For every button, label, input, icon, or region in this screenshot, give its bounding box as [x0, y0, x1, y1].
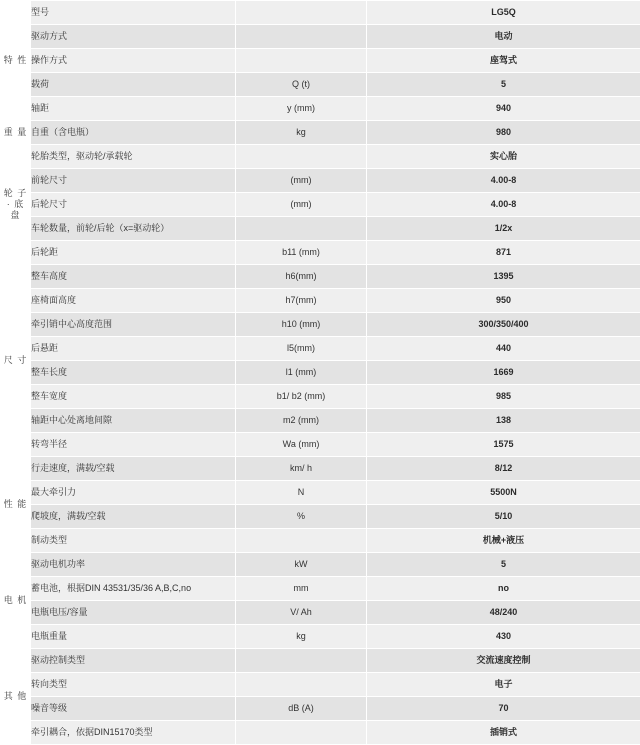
- spec-name-cell: 驱动控制类型: [31, 649, 236, 673]
- spec-value-cell: 440: [367, 337, 640, 361]
- spec-value-cell: no: [367, 577, 640, 601]
- spec-value-cell: 插销式: [367, 721, 640, 745]
- table-row: [1, 673, 640, 697]
- table-row: [1, 169, 640, 193]
- specification-table-body: [1, 1, 640, 745]
- spec-unit-cell: V/ Ah: [236, 601, 367, 625]
- spec-unit-cell: b1/ b2 (mm): [236, 385, 367, 409]
- spec-value-cell: 实心胎: [367, 145, 640, 169]
- table-row: [1, 457, 640, 481]
- spec-unit-cell: l1 (mm): [236, 361, 367, 385]
- spec-unit-cell: [236, 649, 367, 673]
- spec-name-cell: 载荷: [31, 73, 236, 97]
- spec-name-cell: 爬坡度，满载/空载: [31, 505, 236, 529]
- spec-name-cell: 整车宽度: [31, 385, 236, 409]
- spec-value-cell: 1395: [367, 265, 640, 289]
- spec-value-cell: LG5Q: [367, 1, 640, 25]
- spec-unit-cell: kW: [236, 553, 367, 577]
- spec-value-cell: 5500N: [367, 481, 640, 505]
- spec-value-cell: 138: [367, 409, 640, 433]
- table-row: [1, 697, 640, 721]
- spec-unit-cell: [236, 145, 367, 169]
- table-row: [1, 577, 640, 601]
- spec-unit-cell: [236, 217, 367, 241]
- spec-unit-cell: [236, 721, 367, 745]
- spec-unit-cell: h10 (mm): [236, 313, 367, 337]
- spec-name-cell: 电瓶电压/容量: [31, 601, 236, 625]
- spec-name-cell: 噪音等级: [31, 697, 236, 721]
- table-row: [1, 385, 640, 409]
- spec-unit-cell: [236, 1, 367, 25]
- spec-value-cell: 4.00-8: [367, 193, 640, 217]
- table-row: [1, 265, 640, 289]
- spec-value-cell: 电子: [367, 673, 640, 697]
- spec-value-cell: 48/240: [367, 601, 640, 625]
- spec-name-cell: 转向类型: [31, 673, 236, 697]
- row-group-label: 其 他: [1, 649, 31, 745]
- spec-name-cell: 制动类型: [31, 529, 236, 553]
- spec-name-cell: 整车高度: [31, 265, 236, 289]
- spec-value-cell: 70: [367, 697, 640, 721]
- table-row: [1, 289, 640, 313]
- spec-unit-cell: [236, 25, 367, 49]
- spec-unit-cell: Q (t): [236, 73, 367, 97]
- table-row: [1, 217, 640, 241]
- table-row: [1, 529, 640, 553]
- spec-value-cell: 交流速度控制: [367, 649, 640, 673]
- spec-unit-cell: [236, 673, 367, 697]
- spec-unit-cell: Wa (mm): [236, 433, 367, 457]
- spec-name-cell: 电瓶重量: [31, 625, 236, 649]
- table-row: [1, 721, 640, 745]
- table-row: [1, 361, 640, 385]
- spec-name-cell: 轴距: [31, 97, 236, 121]
- spec-name-cell: 牵引耦合，依据DIN15170类型: [31, 721, 236, 745]
- spec-value-cell: 985: [367, 385, 640, 409]
- spec-value-cell: 电动: [367, 25, 640, 49]
- table-row: [1, 1, 640, 25]
- table-row: [1, 73, 640, 97]
- spec-name-cell: 前轮尺寸: [31, 169, 236, 193]
- spec-unit-cell: (mm): [236, 193, 367, 217]
- spec-value-cell: 8/12: [367, 457, 640, 481]
- spec-value-cell: 430: [367, 625, 640, 649]
- spec-value-cell: 940: [367, 97, 640, 121]
- row-group-label: 电 机: [1, 553, 31, 649]
- spec-value-cell: 950: [367, 289, 640, 313]
- spec-name-cell: 车轮数量，前轮/后轮（x=驱动轮）: [31, 217, 236, 241]
- table-row: [1, 481, 640, 505]
- spec-unit-cell: N: [236, 481, 367, 505]
- spec-unit-cell: mm: [236, 577, 367, 601]
- table-row: [1, 145, 640, 169]
- spec-unit-cell: h7(mm): [236, 289, 367, 313]
- table-row: [1, 649, 640, 673]
- table-row: [1, 601, 640, 625]
- row-group-label: 特 性: [1, 1, 31, 121]
- spec-name-cell: 蓄电池，根据DIN 43531/35/36 A,B,C,no: [31, 577, 236, 601]
- spec-value-cell: 座驾式: [367, 49, 640, 73]
- spec-unit-cell: (mm): [236, 169, 367, 193]
- spec-name-cell: 轴距中心处离地间隙: [31, 409, 236, 433]
- table-row: [1, 433, 640, 457]
- spec-value-cell: 5: [367, 553, 640, 577]
- spec-unit-cell: h6(mm): [236, 265, 367, 289]
- table-row: [1, 193, 640, 217]
- spec-name-cell: 座椅面高度: [31, 289, 236, 313]
- spec-name-cell: 驱动电机功率: [31, 553, 236, 577]
- table-row: [1, 505, 640, 529]
- table-row: [1, 121, 640, 145]
- spec-name-cell: 自重（含电瓶）: [31, 121, 236, 145]
- row-group-label: 性 能: [1, 457, 31, 553]
- table-row: [1, 409, 640, 433]
- spec-name-cell: 操作方式: [31, 49, 236, 73]
- spec-unit-cell: m2 (mm): [236, 409, 367, 433]
- spec-value-cell: 5/10: [367, 505, 640, 529]
- spec-name-cell: 后悬距: [31, 337, 236, 361]
- spec-name-cell: 转弯半径: [31, 433, 236, 457]
- spec-value-cell: 1669: [367, 361, 640, 385]
- spec-value-cell: 1575: [367, 433, 640, 457]
- spec-name-cell: 型号: [31, 1, 236, 25]
- spec-name-cell: 行走速度，满载/空载: [31, 457, 236, 481]
- spec-value-cell: 300/350/400: [367, 313, 640, 337]
- spec-name-cell: 驱动方式: [31, 25, 236, 49]
- table-row: [1, 97, 640, 121]
- spec-name-cell: 牵引销中心高度范围: [31, 313, 236, 337]
- spec-value-cell: 871: [367, 241, 640, 265]
- spec-unit-cell: l5(mm): [236, 337, 367, 361]
- spec-unit-cell: [236, 529, 367, 553]
- row-group-label: 尺 寸: [1, 265, 31, 457]
- table-row: [1, 313, 640, 337]
- spec-unit-cell: b11 (mm): [236, 241, 367, 265]
- spec-name-cell: 轮胎类型，驱动轮/承载轮: [31, 145, 236, 169]
- spec-unit-cell: km/ h: [236, 457, 367, 481]
- spec-unit-cell: dB (A): [236, 697, 367, 721]
- table-row: [1, 553, 640, 577]
- spec-value-cell: 4.00-8: [367, 169, 640, 193]
- spec-value-cell: 1/2x: [367, 217, 640, 241]
- table-row: [1, 25, 640, 49]
- spec-value-cell: 5: [367, 73, 640, 97]
- table-row: [1, 337, 640, 361]
- table-row: [1, 625, 640, 649]
- spec-name-cell: 最大牵引力: [31, 481, 236, 505]
- spec-name-cell: 整车长度: [31, 361, 236, 385]
- spec-name-cell: 后轮尺寸: [31, 193, 236, 217]
- table-row: [1, 49, 640, 73]
- spec-unit-cell: kg: [236, 625, 367, 649]
- spec-name-cell: 后轮距: [31, 241, 236, 265]
- spec-unit-cell: [236, 49, 367, 73]
- spec-unit-cell: %: [236, 505, 367, 529]
- spec-unit-cell: y (mm): [236, 97, 367, 121]
- spec-unit-cell: kg: [236, 121, 367, 145]
- row-group-label: 轮 子 · 底 盘: [1, 145, 31, 265]
- row-group-label: 重 量: [1, 121, 31, 145]
- spec-value-cell: 980: [367, 121, 640, 145]
- table-row: [1, 241, 640, 265]
- spec-value-cell: 机械+液压: [367, 529, 640, 553]
